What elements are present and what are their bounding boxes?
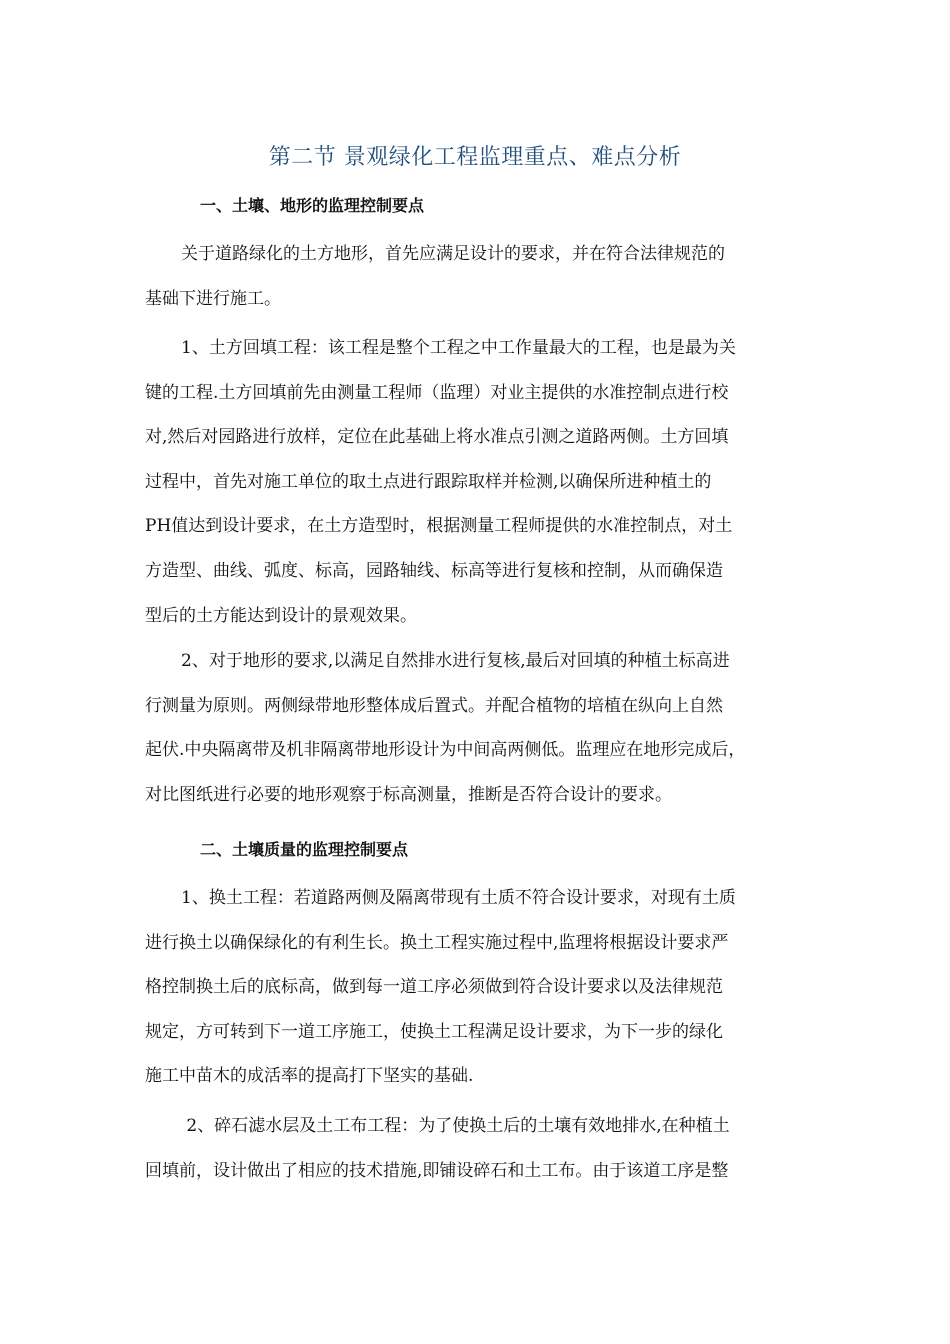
paragraph-line: 键的工程.土方回填前先由测量工程师（监理）对业主提供的水准控制点进行校	[145, 382, 729, 403]
paragraph-intro	[145, 232, 825, 321]
paragraph-line: 回填前，设计做出了相应的技术措施,即铺设碎石和土工布。由于该道工序是整	[145, 1160, 729, 1181]
paragraph-line: 关于道路绿化的土方地形，首先应满足设计的要求，并在符合法律规范的	[181, 244, 725, 264]
paragraph-line: 行测量为原则。两侧绿带地形整体成后置式。并配合植物的培植在纵向上自然	[145, 695, 723, 716]
paragraph-earthwork-backfill	[145, 326, 825, 638]
paragraph-line: 过程中，首先对施工单位的取土点进行跟踪取样并检测,以确保所进种植土的	[145, 471, 712, 492]
paragraph-line: 型后的土方能达到设计的景观效果。	[145, 605, 417, 626]
paragraph-terrain-requirements	[145, 639, 825, 817]
paragraph-line: 2、碎石滤水层及土工布工程：为了使换土后的土壤有效地排水,在种植土	[181, 1116, 730, 1136]
paragraph-line: 格控制换土后的底标高，做到每一道工序必须做到符合设计要求以及法律规范	[145, 977, 723, 998]
paragraph-line: 1、换土工程：若道路两侧及隔离带现有土质不符合设计要求，对现有土质	[181, 888, 736, 908]
paragraph-soil-replacement	[145, 876, 825, 1099]
paragraph-line: PH值达到设计要求，在土方造型时，根据测量工程师提供的水准控制点，对土	[145, 516, 733, 537]
paragraph-line: 对比图纸进行必要的地形观察于标高测量，推断是否符合设计的要求。	[145, 784, 672, 805]
section-heading-soil-quality: 二、土壤质量的监理控制要点	[200, 840, 409, 859]
document-title: 第二节 景观绿化工程监理重点、难点分析	[268, 145, 682, 170]
paragraph-line: 1、土方回填工程：该工程是整个工程之中工作量最大的工程，也是最为关	[181, 338, 736, 358]
paragraph-line: 基础下进行施工。	[145, 288, 281, 309]
paragraph-line: 起伏.中央隔离带及机非隔离带地形设计为中间高两侧低。监理应在地形完成后，	[145, 740, 746, 761]
paragraph-line: 施工中苗木的成活率的提高打下坚实的基础.	[145, 1066, 474, 1087]
paragraph-line: 规定，方可转到下一道工序施工，使换土工程满足设计要求，为下一步的绿化	[145, 1021, 723, 1042]
paragraph-line: 方造型、曲线、弧度、标高，园路轴线、标高等进行复核和控制，从而确保造	[145, 560, 723, 581]
paragraph-line: 对,然后对园路进行放样，定位在此基础上将水准点引测之道路两侧。土方回填	[145, 427, 729, 448]
paragraph-line: 进行换土以确保绿化的有利生长。换土工程实施过程中,监理将根据设计要求严	[145, 932, 729, 953]
section-heading-soil-terrain: 一、土壤、地形的监理控制要点	[200, 196, 425, 215]
paragraph-gravel-geotextile	[145, 1104, 825, 1193]
paragraph-line: 2、对于地形的要求,以满足自然排水进行复核,最后对回填的种植土标高进	[181, 651, 730, 671]
